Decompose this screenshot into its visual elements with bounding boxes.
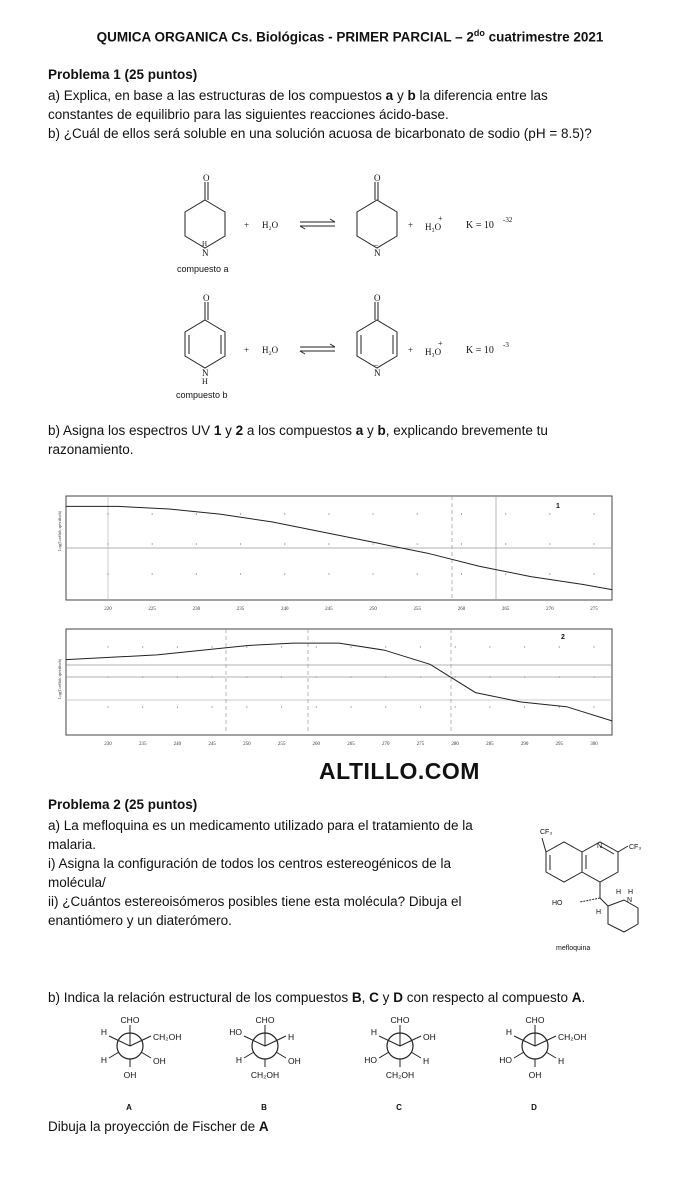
uv1-title: 1 <box>556 503 560 510</box>
uv-1: 1 <box>213 423 222 438</box>
newman-lr-label: OH <box>288 1056 301 1066</box>
problem2-text <box>48 816 518 930</box>
p1a-post: la diferencia entre las <box>415 88 548 103</box>
problem1-a-line1 <box>48 86 668 105</box>
atom-h-1: H <box>202 240 208 248</box>
newman-projections <box>80 1008 600 1118</box>
uv2-grid-dot <box>489 706 490 707</box>
uv2-grid-dot <box>142 646 143 647</box>
fischer-line <box>48 1117 269 1136</box>
r2-water: H₂O <box>262 345 279 355</box>
uv1-xtick: 260 <box>457 607 466 612</box>
newman-ur-label: H <box>288 1032 295 1042</box>
mefloquine-cf3-b: CF₃ <box>629 844 642 851</box>
uv1-grid-dot <box>328 573 329 574</box>
newman-bottom-label: OH <box>528 1070 542 1080</box>
atom-o-2: O <box>374 173 381 183</box>
newman-B <box>229 1015 301 1112</box>
uv1-grid-dot <box>417 573 418 574</box>
uv1-grid-dot <box>152 513 153 514</box>
r2-plus2: + <box>408 345 414 355</box>
uv2-grid-dot <box>524 706 525 707</box>
newman-ur-label: OH <box>423 1032 436 1042</box>
uv2-grid-dot <box>212 706 213 707</box>
uv2-grid-dot <box>524 676 525 677</box>
p2b-c1: , <box>361 990 370 1005</box>
atom-minus-1: – <box>374 240 378 249</box>
r1-K-exp: -32 <box>503 216 513 224</box>
p2-a-line2: malaria. <box>48 837 97 852</box>
uv2-xtick: 245 <box>208 742 216 747</box>
uv2-grid-dot <box>489 676 490 677</box>
uv1-grid-dot <box>107 513 108 514</box>
uv1-xtick: 240 <box>280 607 289 612</box>
bond-lr <box>411 1052 421 1058</box>
uv2-grid-dot <box>316 706 317 707</box>
newman-lr-label: OH <box>153 1056 166 1066</box>
uv2-grid-dot <box>385 676 386 677</box>
uv1-xtick: 230 <box>192 607 201 612</box>
uv-pre: b) Asigna los espectros UV <box>48 423 214 438</box>
uv-a: a <box>355 423 364 438</box>
p2b-y: y <box>378 990 394 1005</box>
bond-lr <box>276 1052 286 1058</box>
newman-bottom-label: OH <box>123 1070 137 1080</box>
newman-ul-label: HO <box>229 1027 242 1037</box>
newman-top-label: CHO <box>120 1015 140 1025</box>
uv1-ylabel: Log(Coeffab. spezifisch) <box>57 511 62 551</box>
problem1-b-line: b) ¿Cuál de ellos será soluble en una solución acuosa de bicarbonato de sodio (pH = 8.5)? <box>48 126 592 141</box>
uv2-xtick: 265 <box>347 742 355 747</box>
uv1-xtick: 275 <box>590 607 598 612</box>
uv2-grid-dot <box>281 706 282 707</box>
uv2-grid-dot <box>420 676 421 677</box>
uv1-grid-dot <box>372 573 373 574</box>
mefloquine-n: N <box>597 843 603 850</box>
uv2-grid-dot <box>593 646 594 647</box>
uv2-grid-dot <box>385 706 386 707</box>
bond-ll <box>244 1052 254 1058</box>
p2b-line <box>48 988 668 1007</box>
uv1-grid-dot <box>328 513 329 514</box>
uv2-grid-dot <box>385 646 386 647</box>
uv1-xtick: 250 <box>369 607 377 612</box>
uv1-grid-dot <box>152 573 153 574</box>
bond-lr <box>141 1052 151 1058</box>
p2-a-line1: a) La mefloquina es un medicamento utilizado para el tratamiento de la <box>48 818 473 833</box>
uv2-grid-dot <box>177 646 178 647</box>
uv-post: , explicando brevemente tu <box>385 423 548 438</box>
uv2-grid-dot <box>524 646 525 647</box>
uv1-grid-dot <box>593 543 594 544</box>
r2-hydronium: H₃O <box>425 347 442 357</box>
newman-bottom-label: CH₂OH <box>250 1070 280 1080</box>
uv2-xtick: 300 <box>590 742 598 747</box>
piperidine-ring <box>608 900 638 932</box>
r2-plus1: + <box>244 345 250 355</box>
atom-n-2: N <box>374 248 381 258</box>
uv1-xtick: 225 <box>148 607 156 612</box>
uv2-xtick: 270 <box>381 742 390 747</box>
uv1-grid-dot <box>240 543 241 544</box>
uv1-grid-dot <box>593 513 594 514</box>
mefloquine-cf3-a: CF₃ <box>540 829 553 836</box>
p2b-end: . <box>581 990 586 1005</box>
newman-ul-label: H <box>100 1027 107 1037</box>
uv1-grid-dot <box>284 543 285 544</box>
newman-ur-label: CH₂OH <box>558 1032 587 1042</box>
uv1-grid-dot <box>284 513 285 514</box>
uv2-xtick: 240 <box>173 742 182 747</box>
newman-bottom-label: CH₂OH <box>385 1070 415 1080</box>
p2b-pre: b) Indica la relación estructural de los compuestos <box>48 990 352 1005</box>
newman-top-label: CHO <box>390 1015 410 1025</box>
uv1-grid-dot <box>461 513 462 514</box>
uv2-grid-dot <box>246 646 247 647</box>
mefloquine-nh: N <box>627 897 633 904</box>
newman-top-label: CHO <box>255 1015 275 1025</box>
newman-ul-label: H <box>505 1027 512 1037</box>
uv1-grid-dot <box>284 573 285 574</box>
atom-n-3: N <box>202 368 209 378</box>
problem1-heading: Problema 1 (25 puntos) <box>48 67 198 82</box>
p2b-mid: con respecto al compuesto <box>402 990 572 1005</box>
uv1-grid-dot <box>417 543 418 544</box>
p1a-bold-a: a <box>385 88 394 103</box>
uv-question <box>48 421 668 459</box>
r2-charge: + <box>438 339 443 348</box>
uv1-xtick: 270 <box>546 607 554 612</box>
uv2-grid-dot <box>107 706 108 707</box>
uv2-xtick: 275 <box>416 742 425 747</box>
bond-ll <box>514 1052 524 1058</box>
compound-b-ring <box>185 320 225 368</box>
newman-D <box>499 1015 586 1112</box>
compound-a-label: compuesto a <box>177 264 229 274</box>
uv2-grid-dot <box>350 676 351 677</box>
mefloquine-h2: H <box>616 889 622 896</box>
r1-plus2: + <box>408 220 414 230</box>
uv1-xtick: 245 <box>325 607 333 612</box>
uv2-title: 2 <box>561 634 565 641</box>
uv-y2: y <box>363 423 378 438</box>
problem2-heading: Problema 2 (25 puntos) <box>48 797 198 812</box>
atom-h-3: H <box>202 377 208 386</box>
r1-charge: + <box>438 214 443 223</box>
atom-o-3: O <box>203 293 210 303</box>
uv2-grid-dot <box>316 646 317 647</box>
uv2-grid-dot <box>281 646 282 647</box>
uv1-grid-dot <box>461 543 462 544</box>
uv1-grid-dot <box>593 573 594 574</box>
uv1-grid-dot <box>328 543 329 544</box>
uv2-xtick: 235 <box>138 742 147 747</box>
p2b-B: B <box>351 990 362 1005</box>
uv1-grid-dot <box>196 513 197 514</box>
uv2-grid-dot <box>420 646 421 647</box>
bond-ll <box>379 1052 389 1058</box>
uv-mid: a los compuestos <box>243 423 356 438</box>
uv2-grid-dot <box>489 646 490 647</box>
uv2-grid-dot <box>212 676 213 677</box>
atom-n-4: N <box>374 368 381 378</box>
uv1-grid-dot <box>549 543 550 544</box>
uv2-xtick: 260 <box>312 742 321 747</box>
atom-o-4: O <box>374 293 381 303</box>
uv2-grid-dot <box>350 646 351 647</box>
mefloquine-h1: H <box>596 909 602 916</box>
fischer-A: A <box>258 1119 269 1134</box>
uv1-grid-dot <box>549 513 550 514</box>
uv2-grid-dot <box>142 676 143 677</box>
uv2-xtick: 295 <box>555 742 564 747</box>
newman-ll-label: H <box>235 1055 242 1065</box>
uv1-grid-dot <box>372 543 373 544</box>
uv2-grid-dot <box>559 676 560 677</box>
newman-ll-label: HO <box>499 1055 512 1065</box>
uv2-grid-dot <box>107 646 108 647</box>
compound-b-label: compuesto b <box>176 390 228 400</box>
uv2-grid-dot <box>281 676 282 677</box>
uv2-grid-dot <box>559 706 560 707</box>
title-end: cuatrimestre 2021 <box>484 29 604 45</box>
uv2-grid-dot <box>593 706 594 707</box>
newman-lr-label: H <box>558 1056 565 1066</box>
p1a-pre: a) Explica, en base a las estructuras de los compuestos <box>48 88 386 103</box>
title-main: QUMICA ORGANICA Cs. Biológicas - PRIMER PARCIAL – 2 <box>96 29 474 45</box>
r1-hydronium: H₃O <box>425 222 442 232</box>
r2-K: K = 10 <box>466 345 494 356</box>
uv1-grid-dot <box>107 573 108 574</box>
title-sup: do <box>473 28 485 38</box>
uv1-xtick: 235 <box>236 607 245 612</box>
uv1-grid-dot <box>549 573 550 574</box>
newman-compound-label: D <box>531 1103 537 1112</box>
uv-line1 <box>48 421 668 440</box>
atom-n-1: N <box>202 248 209 258</box>
uv-spectrum-1 <box>56 494 616 614</box>
uv-line2: razonamiento. <box>48 442 134 457</box>
uv1-grid-dot <box>152 543 153 544</box>
uv1-grid-dot <box>196 543 197 544</box>
mefloquine-label: mefloquina <box>556 945 591 952</box>
newman-top-label: CHO <box>525 1015 545 1025</box>
uv1-grid-dot <box>107 543 108 544</box>
bond-lr <box>546 1052 556 1058</box>
uv1-grid-dot <box>372 513 373 514</box>
p2-i-line1: i) Asigna la configuración de todos los centros estereogénicos de la <box>48 856 451 871</box>
r1-water: H₂O <box>262 220 279 230</box>
r2-K-exp: -3 <box>503 341 509 349</box>
newman-ur-label: CH₂OH <box>153 1032 182 1042</box>
p2-ii-line1: ii) ¿Cuántos estereoisómeros posibles tiene esta molécula? Dibuja el <box>48 894 462 909</box>
p2b-C: C <box>369 990 379 1005</box>
uv2-grid-dot <box>316 676 317 677</box>
uv1-grid-dot <box>505 513 506 514</box>
problem1-a-line2: constantes de equilibrio para las siguientes reacciones ácido-base. <box>48 107 449 122</box>
mefloquine-structure <box>528 822 658 962</box>
uv2-grid-dot <box>177 676 178 677</box>
quinoline-benzo-ring <box>546 842 582 882</box>
p1a-mid: y <box>393 88 408 103</box>
uv2-grid-dot <box>246 706 247 707</box>
uv-y: y <box>221 423 236 438</box>
uv1-grid-dot <box>505 573 506 574</box>
p2b-A: A <box>571 990 582 1005</box>
uv2-grid-dot <box>142 706 143 707</box>
uv2-xtick: 290 <box>520 742 529 747</box>
watermark: ALTILLO.COM <box>319 758 480 784</box>
uv2-grid-dot <box>107 676 108 677</box>
uv1-grid-dot <box>240 573 241 574</box>
uv2-xtick: 280 <box>451 742 459 747</box>
uv2-xtick: 285 <box>486 742 494 747</box>
newman-lr-label: H <box>423 1056 430 1066</box>
newman-ll-label: H <box>100 1055 107 1065</box>
newman-compound-label: A <box>126 1103 132 1112</box>
uv2-ylabel: Log(Coeffab. spezifisch) <box>57 659 62 699</box>
newman-ll-label: HO <box>364 1055 377 1065</box>
r1-K: K = 10 <box>466 220 494 231</box>
uv2-grid-dot <box>350 706 351 707</box>
uv2-grid-dot <box>420 706 421 707</box>
uv1-xtick: 255 <box>413 607 422 612</box>
uv2-grid-dot <box>455 676 456 677</box>
mefloquine-ho: HO <box>552 900 563 907</box>
atom-o-1: O <box>203 173 210 183</box>
uv2-grid-dot <box>559 646 560 647</box>
reaction-scheme <box>160 170 560 410</box>
newman-C <box>364 1015 436 1112</box>
newman-compound-label: B <box>261 1103 267 1112</box>
uv2-xtick: 230 <box>104 742 112 747</box>
mefloquine-nh-h: H <box>628 889 634 896</box>
bond-ll <box>109 1052 119 1058</box>
p2-ii-line2: enantiómero y un diaterómero. <box>48 913 232 928</box>
uv2-grid-dot <box>246 676 247 677</box>
uv2-frame <box>66 629 612 735</box>
uv2-grid-dot <box>212 646 213 647</box>
p2-i-line2: molécula/ <box>48 875 106 890</box>
fischer-pre: Dibuja la proyección de Fischer de <box>48 1119 259 1134</box>
uv1-grid-dot <box>240 513 241 514</box>
uv2-xtick: 255 <box>277 742 286 747</box>
uv-2: 2 <box>235 423 244 438</box>
uv2-grid-dot <box>455 706 456 707</box>
uv1-grid-dot <box>505 543 506 544</box>
uv2-xtick: 250 <box>243 742 251 747</box>
exam-title <box>0 28 700 45</box>
p2b-D: D <box>393 990 403 1005</box>
newman-A <box>101 1015 181 1112</box>
uv1-xtick: 220 <box>104 607 112 612</box>
uv-b: b <box>377 423 386 438</box>
uv2-grid-dot <box>455 646 456 647</box>
newman-compound-label: C <box>396 1103 402 1112</box>
uv1-grid-dot <box>461 573 462 574</box>
newman-ul-label: H <box>370 1027 377 1037</box>
problem1-text <box>48 86 668 143</box>
atom-minus-2: – <box>374 360 378 369</box>
uv-spectrum-2 <box>56 627 616 749</box>
uv1-xtick: 265 <box>501 607 510 612</box>
r1-plus1: + <box>244 220 250 230</box>
uv1-grid-dot <box>417 513 418 514</box>
uv2-grid-dot <box>593 676 594 677</box>
p1a-bold-b: b <box>407 88 416 103</box>
uv1-grid-dot <box>196 573 197 574</box>
uv2-grid-dot <box>177 706 178 707</box>
